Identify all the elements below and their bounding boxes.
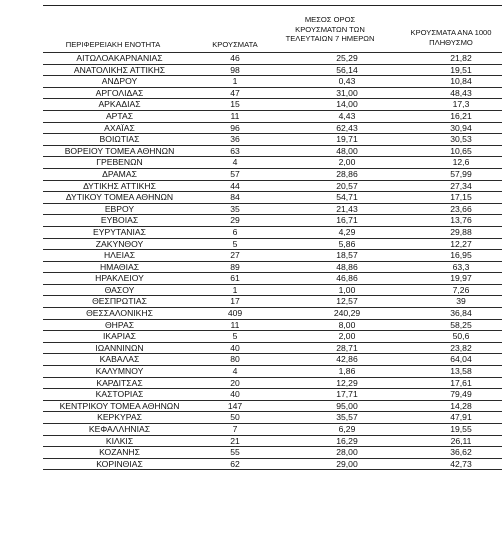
table-row bbox=[43, 389, 502, 401]
per-1000-cell: 27,34 bbox=[420, 180, 502, 192]
cases-cell: 57 bbox=[196, 168, 274, 180]
per-1000-cell: 17,3 bbox=[420, 99, 502, 111]
per-1000-cell: 17,61 bbox=[420, 377, 502, 389]
table-row bbox=[43, 261, 502, 273]
region-cell: ΕΥΡΥΤΑΝΙΑΣ bbox=[43, 226, 196, 238]
per-1000-cell: 58,25 bbox=[420, 319, 502, 331]
per-1000-cell: 16,21 bbox=[420, 110, 502, 122]
per-1000-cell: 29,88 bbox=[420, 226, 502, 238]
table-row bbox=[43, 366, 502, 378]
header-cases: ΚΡΟΥΣΜΑΤΑ bbox=[212, 40, 258, 49]
avg-cell: 4,43 bbox=[274, 110, 420, 122]
avg-cell: 56,14 bbox=[274, 64, 420, 76]
table-row bbox=[43, 64, 502, 76]
region-cell: ΑΡΚΑΔΙΑΣ bbox=[43, 99, 196, 111]
cases-cell: 46 bbox=[196, 53, 274, 65]
table-row bbox=[43, 424, 502, 436]
avg-cell: 17,71 bbox=[274, 389, 420, 401]
cases-cell: 7 bbox=[196, 424, 274, 436]
per-1000-cell: 19,97 bbox=[420, 273, 502, 285]
avg-cell: 2,00 bbox=[274, 157, 420, 169]
cases-cell: 40 bbox=[196, 342, 274, 354]
region-cell: ΘΑΣΟΥ bbox=[43, 284, 196, 296]
avg-cell: 28,00 bbox=[274, 447, 420, 459]
per-1000-cell: 36,62 bbox=[420, 447, 502, 459]
table-row bbox=[43, 447, 502, 459]
region-cell: ΕΥΒΟΙΑΣ bbox=[43, 215, 196, 227]
per-1000-cell: 63,3 bbox=[420, 261, 502, 273]
per-1000-cell: 47,91 bbox=[420, 412, 502, 424]
per-1000-cell: 13,58 bbox=[420, 366, 502, 378]
per-1000-cell: 30,53 bbox=[420, 134, 502, 146]
per-1000-cell: 12,6 bbox=[420, 157, 502, 169]
table-row bbox=[43, 273, 502, 285]
per-1000-cell: 57,99 bbox=[420, 168, 502, 180]
cases-cell: 11 bbox=[196, 319, 274, 331]
header-avg-7-days bbox=[280, 15, 380, 44]
avg-cell: 31,00 bbox=[274, 87, 420, 99]
avg-cell: 4,29 bbox=[274, 226, 420, 238]
table-row bbox=[43, 203, 502, 215]
avg-cell: 5,86 bbox=[274, 238, 420, 250]
avg-cell: 1,00 bbox=[274, 284, 420, 296]
per-1000-cell: 36,84 bbox=[420, 308, 502, 320]
per-1000-cell: 10,65 bbox=[420, 145, 502, 157]
region-cell: ΔΥΤΙΚΟΥ ΤΟΜΕΑ ΑΘΗΝΩΝ bbox=[43, 192, 196, 204]
region-cell: ΘΕΣΠΡΩΤΙΑΣ bbox=[43, 296, 196, 308]
region-cell: ΚΕΦΑΛΛΗΝΙΑΣ bbox=[43, 424, 196, 436]
avg-cell: 16,29 bbox=[274, 435, 420, 447]
table-row bbox=[43, 53, 502, 65]
cases-cell: 1 bbox=[196, 76, 274, 88]
avg-cell: 95,00 bbox=[274, 400, 420, 412]
avg-cell: 35,57 bbox=[274, 412, 420, 424]
table-row bbox=[43, 342, 502, 354]
cases-table bbox=[43, 52, 502, 470]
table-row bbox=[43, 192, 502, 204]
avg-cell: 0,43 bbox=[274, 76, 420, 88]
cases-cell: 96 bbox=[196, 122, 274, 134]
cases-table-body bbox=[43, 53, 502, 470]
avg-cell: 62,43 bbox=[274, 122, 420, 134]
region-cell: ΗΡΑΚΛΕΙΟΥ bbox=[43, 273, 196, 285]
per-1000-cell: 16,95 bbox=[420, 250, 502, 262]
per-1000-cell: 50,6 bbox=[420, 331, 502, 343]
table-row bbox=[43, 331, 502, 343]
cases-cell: 36 bbox=[196, 134, 274, 146]
per-1000-cell: 39 bbox=[420, 296, 502, 308]
cases-cell: 63 bbox=[196, 145, 274, 157]
table-row bbox=[43, 87, 502, 99]
table-row bbox=[43, 134, 502, 146]
per-1000-cell: 23,66 bbox=[420, 203, 502, 215]
cases-cell: 47 bbox=[196, 87, 274, 99]
avg-cell: 29,00 bbox=[274, 458, 420, 470]
cases-cell: 50 bbox=[196, 412, 274, 424]
per-1000-cell: 19,55 bbox=[420, 424, 502, 436]
cases-cell: 21 bbox=[196, 435, 274, 447]
per-1000-cell: 48,43 bbox=[420, 87, 502, 99]
table-row bbox=[43, 238, 502, 250]
per-1000-cell: 42,73 bbox=[420, 458, 502, 470]
table-row bbox=[43, 110, 502, 122]
avg-cell: 21,43 bbox=[274, 203, 420, 215]
region-cell: ΚΙΛΚΙΣ bbox=[43, 435, 196, 447]
cases-cell: 15 bbox=[196, 99, 274, 111]
cases-cell: 40 bbox=[196, 389, 274, 401]
avg-cell: 12,29 bbox=[274, 377, 420, 389]
cases-cell: 80 bbox=[196, 354, 274, 366]
avg-cell: 6,29 bbox=[274, 424, 420, 436]
table-row bbox=[43, 145, 502, 157]
region-cell: ΚΑΛΥΜΝΟΥ bbox=[43, 366, 196, 378]
cases-cell: 4 bbox=[196, 366, 274, 378]
cases-cell: 11 bbox=[196, 110, 274, 122]
region-cell: ΔΥΤΙΚΗΣ ΑΤΤΙΚΗΣ bbox=[43, 180, 196, 192]
per-1000-cell: 13,76 bbox=[420, 215, 502, 227]
avg-cell: 28,71 bbox=[274, 342, 420, 354]
avg-cell: 48,86 bbox=[274, 261, 420, 273]
cases-cell: 147 bbox=[196, 400, 274, 412]
table-row bbox=[43, 76, 502, 88]
region-cell: ΗΜΑΘΙΑΣ bbox=[43, 261, 196, 273]
region-cell: ΓΡΕΒΕΝΩΝ bbox=[43, 157, 196, 169]
region-cell: ΘΗΡΑΣ bbox=[43, 319, 196, 331]
region-cell: ΙΩΑΝΝΙΝΩΝ bbox=[43, 342, 196, 354]
cases-cell: 4 bbox=[196, 157, 274, 169]
region-cell: ΑΡΓΟΛΙΔΑΣ bbox=[43, 87, 196, 99]
region-cell: ΚΟΡΙΝΘΙΑΣ bbox=[43, 458, 196, 470]
cases-cell: 44 bbox=[196, 180, 274, 192]
avg-cell: 2,00 bbox=[274, 331, 420, 343]
cases-cell: 29 bbox=[196, 215, 274, 227]
table-row bbox=[43, 168, 502, 180]
cases-cell: 84 bbox=[196, 192, 274, 204]
region-cell: ΔΡΑΜΑΣ bbox=[43, 168, 196, 180]
avg-cell: 20,57 bbox=[274, 180, 420, 192]
per-1000-cell: 7,26 bbox=[420, 284, 502, 296]
cases-cell: 61 bbox=[196, 273, 274, 285]
region-cell: ΚΑΡΔΙΤΣΑΣ bbox=[43, 377, 196, 389]
avg-cell: 14,00 bbox=[274, 99, 420, 111]
per-1000-cell: 30,94 bbox=[420, 122, 502, 134]
cases-cell: 409 bbox=[196, 308, 274, 320]
region-cell: ΑΝΔΡΟΥ bbox=[43, 76, 196, 88]
table-row bbox=[43, 250, 502, 262]
top-rule bbox=[43, 5, 502, 6]
cases-cell: 17 bbox=[196, 296, 274, 308]
region-cell: ΒΟΡΕΙΟΥ ΤΟΜΕΑ ΑΘΗΝΩΝ bbox=[43, 145, 196, 157]
avg-cell: 54,71 bbox=[274, 192, 420, 204]
table-row bbox=[43, 435, 502, 447]
per-1000-cell: 14,28 bbox=[420, 400, 502, 412]
avg-cell: 19,71 bbox=[274, 134, 420, 146]
region-cell: ΒΟΙΩΤΙΑΣ bbox=[43, 134, 196, 146]
table-row bbox=[43, 412, 502, 424]
cases-cell: 98 bbox=[196, 64, 274, 76]
table-row bbox=[43, 354, 502, 366]
table-row bbox=[43, 226, 502, 238]
table-row bbox=[43, 180, 502, 192]
table-row bbox=[43, 400, 502, 412]
region-cell: ΗΛΕΙΑΣ bbox=[43, 250, 196, 262]
avg-cell: 48,00 bbox=[274, 145, 420, 157]
table-row bbox=[43, 122, 502, 134]
region-cell: ΘΕΣΣΑΛΟΝΙΚΗΣ bbox=[43, 308, 196, 320]
header-per-1000 bbox=[400, 28, 502, 47]
table-row bbox=[43, 99, 502, 111]
avg-cell: 8,00 bbox=[274, 319, 420, 331]
cases-cell: 5 bbox=[196, 238, 274, 250]
region-cell: ΚΑΒΑΛΑΣ bbox=[43, 354, 196, 366]
table-row bbox=[43, 215, 502, 227]
per-1000-cell: 21,82 bbox=[420, 53, 502, 65]
region-cell: ΑΧΑΪΑΣ bbox=[43, 122, 196, 134]
cases-cell: 55 bbox=[196, 447, 274, 459]
per-1000-cell: 64,04 bbox=[420, 354, 502, 366]
per-1000-cell: 10,84 bbox=[420, 76, 502, 88]
table-row bbox=[43, 296, 502, 308]
region-cell: ΚΑΣΤΟΡΙΑΣ bbox=[43, 389, 196, 401]
header-region: ΠΕΡΙΦΕΡΕΙΑΚΗ ΕΝΟΤΗΤΑ bbox=[65, 40, 161, 49]
cases-cell: 89 bbox=[196, 261, 274, 273]
table-row bbox=[43, 284, 502, 296]
region-cell: ΕΒΡΟΥ bbox=[43, 203, 196, 215]
header-avg-line-3: ΤΕΛΕΥΤΑΙΩΝ 7 ΗΜΕΡΩΝ bbox=[285, 34, 375, 44]
per-1000-cell: 79,49 bbox=[420, 389, 502, 401]
table-row bbox=[43, 319, 502, 331]
cases-cell: 5 bbox=[196, 331, 274, 343]
header-per-line-1: ΚΡΟΥΣΜΑΤΑ ΑΝΑ 1000 bbox=[410, 28, 492, 37]
region-cell: ΚΕΡΚΥΡΑΣ bbox=[43, 412, 196, 424]
per-1000-cell: 12,27 bbox=[420, 238, 502, 250]
avg-cell: 28,86 bbox=[274, 168, 420, 180]
region-cell: ΚΕΝΤΡΙΚΟΥ ΤΟΜΕΑ ΑΘΗΝΩΝ bbox=[43, 400, 196, 412]
per-1000-cell: 23,82 bbox=[420, 342, 502, 354]
table-row bbox=[43, 458, 502, 470]
region-cell: ΑΡΤΑΣ bbox=[43, 110, 196, 122]
region-cell: ΚΟΖΑΝΗΣ bbox=[43, 447, 196, 459]
cases-cell: 20 bbox=[196, 377, 274, 389]
per-1000-cell: 17,15 bbox=[420, 192, 502, 204]
avg-cell: 25,29 bbox=[274, 53, 420, 65]
region-cell: ΙΚΑΡΙΑΣ bbox=[43, 331, 196, 343]
avg-cell: 1,86 bbox=[274, 366, 420, 378]
region-cell: ΖΑΚΥΝΘΟΥ bbox=[43, 238, 196, 250]
table-row bbox=[43, 377, 502, 389]
per-1000-cell: 19,51 bbox=[420, 64, 502, 76]
cases-cell: 35 bbox=[196, 203, 274, 215]
avg-cell: 240,29 bbox=[274, 308, 420, 320]
avg-cell: 42,86 bbox=[274, 354, 420, 366]
avg-cell: 46,86 bbox=[274, 273, 420, 285]
header-avg-line-2: ΚΡΟΥΣΜΑΤΩΝ ΤΩΝ bbox=[295, 24, 365, 34]
avg-cell: 18,57 bbox=[274, 250, 420, 262]
avg-cell: 12,57 bbox=[274, 296, 420, 308]
cases-cell: 62 bbox=[196, 458, 274, 470]
per-1000-cell: 26,11 bbox=[420, 435, 502, 447]
region-cell: ΑΙΤΩΛΟΑΚΑΡΝΑΝΙΑΣ bbox=[43, 53, 196, 65]
header-per-line-2: ΠΛΗΘΥΣΜΟ bbox=[429, 37, 473, 47]
table-row bbox=[43, 157, 502, 169]
table-row bbox=[43, 308, 502, 320]
cases-cell: 6 bbox=[196, 226, 274, 238]
region-cell: ΑΝΑΤΟΛΙΚΗΣ ΑΤΤΙΚΗΣ bbox=[43, 64, 196, 76]
cases-cell: 27 bbox=[196, 250, 274, 262]
cases-cell: 1 bbox=[196, 284, 274, 296]
avg-cell: 16,71 bbox=[274, 215, 420, 227]
header-avg-line-1: ΜΕΣΟΣ ΟΡΟΣ bbox=[304, 15, 356, 24]
